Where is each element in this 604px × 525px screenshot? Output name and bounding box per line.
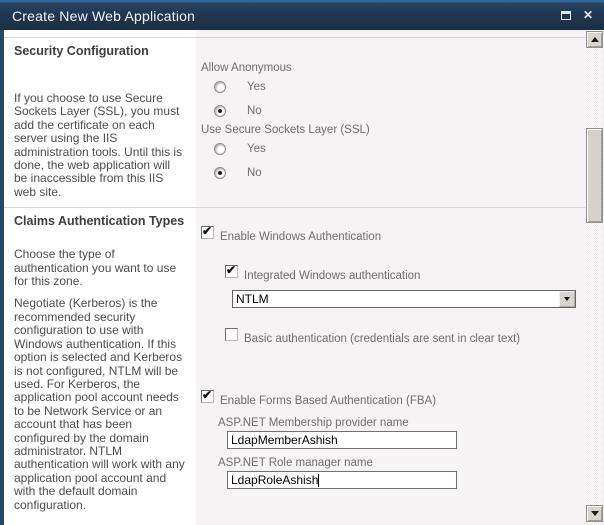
role-manager-label: ASP.NET Role manager name — [218, 457, 373, 470]
use-ssl-no-radio[interactable] — [214, 167, 226, 179]
allow-anonymous-no-label: No — [247, 105, 262, 117]
maximize-button[interactable] — [559, 9, 572, 21]
enable-fba-row — [201, 390, 585, 407]
close-icon: ✕ — [582, 8, 594, 22]
maximize-icon — [561, 11, 571, 20]
close-button[interactable] — [581, 8, 595, 22]
section-claims-authentication-types — [4, 207, 585, 520]
basic-auth-label: Basic authentication (credentials are sent in clear text) — [244, 333, 521, 346]
security-section-heading: Security Configuration — [14, 44, 149, 58]
dialog-body — [0, 30, 604, 525]
claims-section-description-1: Choose the type of authentication you want to use for this zone. — [14, 247, 177, 289]
allow-anonymous-label: Allow Anonymous — [201, 62, 292, 74]
use-ssl-label: Use Secure Sockets Layer (SSL) — [201, 124, 370, 136]
enable-fba-checkbox[interactable] — [201, 390, 214, 403]
allow-anonymous-yes-radio[interactable] — [214, 81, 226, 93]
basic-auth-checkbox[interactable] — [225, 328, 238, 341]
integrated-windows-auth-row — [225, 265, 585, 282]
membership-provider-input[interactable] — [227, 431, 457, 449]
auth-method-selected-value: NTLM — [236, 292, 269, 307]
use-ssl-yes-label: Yes — [247, 143, 266, 155]
auth-method-dropdown[interactable] — [232, 290, 576, 308]
dialog-title: Create New Web Application — [12, 8, 196, 24]
enable-windows-auth-label: Enable Windows Authentication — [220, 231, 382, 244]
security-controls-panel — [196, 38, 585, 207]
claims-description-panel — [4, 208, 196, 520]
allow-anonymous-no-radio[interactable] — [214, 105, 226, 117]
use-ssl-yes-row — [201, 138, 585, 160]
security-section-description: If you choose to use Secure Sockets Layer (SSL), you must add the certificate on each server using the IIS administration tools. Until this is done, the web application will be inaccessible from this IIS web site. — [14, 91, 183, 199]
membership-provider-value: LdapMemberAshish — [231, 433, 338, 448]
integrated-windows-auth-label: Integrated Windows authentication — [244, 270, 421, 283]
role-manager-input[interactable] — [227, 471, 457, 489]
claims-section-heading: Claims Authentication Types — [14, 214, 185, 229]
scrollbar-thumb[interactable] — [586, 128, 603, 223]
text-cursor — [318, 474, 319, 487]
security-description-panel — [4, 38, 196, 207]
allow-anonymous-no-row — [201, 100, 585, 122]
use-ssl-no-row — [201, 162, 585, 184]
allow-anonymous-yes-row — [201, 76, 585, 98]
window-controls — [559, 8, 595, 22]
claims-section-description-2: Negotiate (Kerberos) is the recommended security configuration to use with Windows authentication. If this option is selected and Kerberos is not configured, NTLM will be used. For Kerberos, the application pool account needs to be Network Service or an account that has been configured by the domain administrator. NTLM authentication will work with any application pool account and with the default domain configuration. — [14, 296, 185, 512]
claims-controls-panel — [196, 208, 585, 520]
enable-windows-auth-checkbox[interactable] — [201, 226, 214, 239]
section-security-configuration — [4, 37, 585, 207]
basic-auth-row — [225, 328, 585, 345]
role-manager-value: LdapRoleAshish — [231, 473, 319, 488]
use-ssl-no-label: No — [247, 167, 262, 179]
auth-method-dropdown-button[interactable] — [559, 291, 575, 307]
dialog-content — [4, 30, 585, 525]
integrated-windows-auth-checkbox[interactable] — [225, 265, 238, 278]
vertical-scrollbar[interactable] — [585, 30, 604, 525]
arrow-down-icon — [591, 511, 599, 516]
scrollbar-down-button[interactable] — [586, 505, 603, 522]
use-ssl-yes-radio[interactable] — [214, 143, 226, 155]
dialog-titlebar — [0, 0, 604, 30]
chevron-down-icon — [564, 297, 570, 301]
enable-fba-label: Enable Forms Based Authentication (FBA) — [220, 395, 437, 408]
arrow-up-icon — [591, 37, 599, 42]
allow-anonymous-yes-label: Yes — [247, 81, 266, 93]
membership-provider-label: ASP.NET Membership provider name — [218, 417, 409, 430]
enable-windows-auth-row — [201, 226, 585, 243]
scrollbar-up-button[interactable] — [586, 31, 603, 48]
